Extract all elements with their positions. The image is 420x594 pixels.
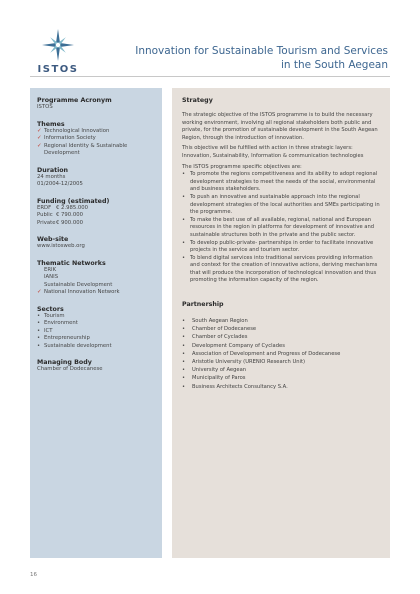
strategy-paragraph: This objective will be fulfilled with action in three strategic layers: Innovation, Sustainability, Information & communication technologies [182, 145, 364, 159]
network-item: ERIK [44, 266, 57, 273]
bullet-icon: • [182, 326, 186, 333]
acronym-value: ISTOS [37, 104, 53, 110]
partner-item: • University of Aegean [182, 367, 247, 374]
check-icon: ✓ [37, 289, 42, 295]
bullet-icon: • [182, 216, 186, 223]
programme-info-panel [30, 88, 162, 558]
istos-logo [32, 28, 84, 75]
partner-item: • Chamber of Dodecanese [182, 326, 257, 333]
objectives-intro: The ISTOS programme specific objectives are: [182, 163, 302, 170]
bullet-icon: • [37, 327, 41, 334]
strategy-paragraph: The strategic objective of the ISTOS programme is to build the necessary working environment, involving all regional stakeholders both public and private, for the promotion of sustainable development in the South Aegean Region, through the introduction of innovation. [182, 112, 378, 141]
bullet-icon: • [182, 350, 186, 357]
theme-item: ✓ Regional Identity & Sustainable Development [37, 142, 128, 156]
page-title: Innovation for Sustainable Tourism and Services in the South Aegean [135, 45, 388, 71]
themes-heading: Themes [37, 120, 65, 128]
partner-item: • Association of Development and Progress of Dodecanese [182, 350, 341, 357]
page-number: 16 [30, 572, 37, 578]
objective-item: • To make the best use of all available, regional, national and European resources in the region in platforms for development of innovative and sustainable structures both in the private and the public sector. [182, 216, 375, 238]
website-link[interactable]: www.istosweb.org [37, 243, 85, 249]
funding-row: Public € 790.000 [37, 212, 83, 218]
partnership-heading: Partnership [182, 301, 224, 309]
sector-item: • Sustainable development [37, 342, 112, 349]
partner-item: • Aristotle University (URENIO Research Unit) [182, 359, 306, 366]
funding-row: Private € 900.000 [37, 219, 83, 226]
network-item: Sustainable Development [44, 281, 113, 288]
objective-item: • To promote the regions competitiveness and its ability to adopt regional development strategies to meet the needs of the social, environmental and business stakeholders. [182, 171, 378, 193]
duration-heading: Duration [37, 166, 69, 174]
bullet-icon: • [37, 335, 41, 341]
partner-item: • Municipality of Paros [182, 375, 246, 382]
partner-item: • Business Architects Consultancy S.A. [182, 383, 288, 390]
header-divider [30, 76, 390, 77]
bullet-icon: • [37, 312, 41, 319]
network-item: IANIS [44, 274, 59, 280]
partner-item: • South Aegean Region [182, 318, 248, 325]
funding-heading: Funding (estimated) [37, 197, 110, 205]
check-icon: ✓ [37, 142, 42, 149]
bullet-icon: • [182, 375, 186, 382]
duration-dates: 01/2004-12/2005 [37, 181, 83, 187]
logo-text: ISTOS [37, 64, 79, 75]
strategy-panel [172, 88, 390, 558]
check-icon: ✓ [37, 127, 42, 134]
bullet-icon: • [182, 318, 186, 325]
bullet-icon: • [182, 342, 186, 349]
theme-item: ✓ Technological Innovation [37, 127, 110, 134]
bullet-icon: • [182, 171, 186, 178]
network-item-checked: ✓ National Innovation Network [37, 289, 120, 295]
objective-item: • To push an innovative and sustainable approach into the regional development strategies of the local authorities and SMEs participating in the programme. [182, 193, 380, 216]
bullet-icon: • [182, 383, 186, 390]
strategy-heading: Strategy [182, 97, 213, 104]
partner-list [182, 317, 382, 391]
duration-months: 24 months [37, 173, 66, 180]
managing-body-value: Chamber of Dodecanese [37, 366, 103, 372]
compass-star-icon [41, 28, 75, 62]
sectors-heading: Sectors [37, 305, 64, 313]
managing-body-heading: Managing Body [37, 359, 92, 366]
sector-item: • Entrepreneurship [37, 335, 90, 341]
networks-heading: Thematic Networks [37, 259, 106, 267]
theme-item: ✓ Information Society [37, 135, 96, 141]
bullet-icon: • [182, 334, 186, 341]
sector-item: • ICT [37, 327, 53, 334]
funding-row: ERDF € 2.985.000 [37, 204, 89, 211]
bullet-icon: • [182, 359, 186, 366]
bullet-icon: • [182, 367, 186, 374]
website-heading: Web-site [37, 236, 69, 243]
objective-item: • To blend digital services into traditional services providing information and context for the creation of innovative actions, deriving mechanisms that will produce the incorporation of technological innovation and thus promoting the information capacity of the region. [182, 254, 378, 284]
bullet-icon: • [37, 342, 41, 349]
acronym-heading: Programme Acronym [37, 97, 112, 104]
bullet-icon: • [182, 254, 186, 261]
bullet-icon: • [182, 239, 186, 246]
bullet-icon: • [182, 193, 186, 200]
check-icon: ✓ [37, 135, 42, 141]
objective-item: • To develop public-private- partnerships in order to facilitate innovative projects in the service and tourism sector. [182, 239, 374, 254]
sector-item: • Tourism [37, 312, 65, 319]
sector-item: • Environment [37, 320, 78, 326]
partner-item: • Chamber of Cyclades [182, 334, 248, 341]
partner-item: • Development Company of Cyclades [182, 342, 285, 349]
bullet-icon: • [37, 320, 41, 326]
